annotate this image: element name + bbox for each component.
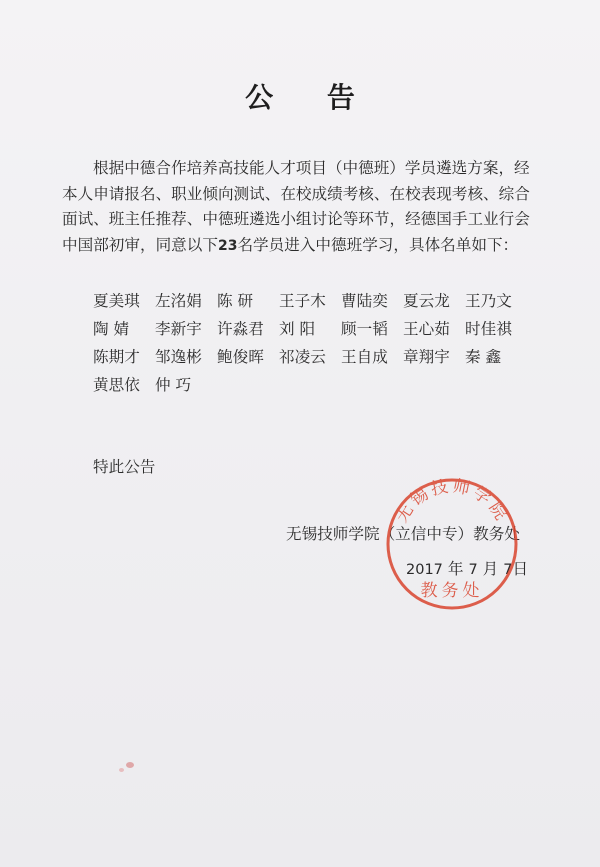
body-line-2: 本人申请报名、职业倾向测试、在校成绩考核、在校表现考核、综合 [62,184,530,203]
date-year: 2017 [406,562,443,578]
body-line-4 [62,233,540,259]
student-name: 陈期才 [93,348,140,366]
student-name: 章翔宇 [403,348,450,366]
student-name: 邹逸彬 [155,348,202,366]
student-count: 23 [217,237,238,254]
student-name: 左洺娟 [155,292,202,310]
student-name: 祁凌云 [279,348,326,366]
body-line-3: 面试、班主任推荐、中德班遴选小组讨论等环节，经德国手工业行会 [62,210,530,228]
student-name: 王子木 [279,292,326,310]
ink-blot [126,762,134,768]
student-name: 鲍俊晖 [217,348,264,366]
date-year-unit: 年 [447,560,464,578]
issuer-name: 无锡技师学院（立信中专）教务处 [286,525,520,543]
date-month: 7 [468,562,478,578]
student-name: 陶 婧 [93,320,130,338]
date-month-unit: 月 [482,560,499,578]
name-row [93,345,523,373]
body-line-4-head: 中国部初审，同意以下 [62,235,218,254]
student-name: 曹陆奕 [341,292,388,310]
student-name: 刘 阳 [279,320,316,338]
student-name: 陈 研 [217,292,254,310]
name-row [93,289,523,317]
student-name: 王乃文 [465,292,512,310]
page-title: 公 告 [245,81,377,114]
student-name: 时佳祺 [465,320,512,338]
student-name: 夏云龙 [403,292,450,310]
student-name: 秦 鑫 [465,348,502,366]
student-name: 王心茹 [403,320,450,338]
student-name: 许淼君 [217,320,264,338]
closing-remark: 特此公告 [93,458,156,476]
seal-outer-textpath: 无锡技师学院 [391,476,513,527]
student-name: 夏美琪 [93,292,140,310]
name-row [93,317,523,345]
ink-blot [119,768,124,772]
student-name: 黄思依 [93,376,140,394]
body-line-1: 根据中德合作培养高技能人才项目（中德班）学员遴选方案，经 [93,159,530,177]
date-day: 7 [503,562,513,578]
name-list [93,289,523,401]
official-seal [382,474,522,614]
name-row [93,373,523,401]
student-name: 顾一韬 [341,320,388,338]
body-line-4-tail: 名学员进入中德班学习，具体名单如下： [237,235,519,254]
student-name: 仲 巧 [155,376,192,394]
student-name: 李新宇 [155,320,202,338]
body-paragraph [62,156,540,258]
student-name: 王自成 [341,348,388,366]
date-day-unit: 日 [512,560,529,578]
seal-outer-text [392,475,512,526]
seal-inner-text: 教务处 [420,581,484,601]
